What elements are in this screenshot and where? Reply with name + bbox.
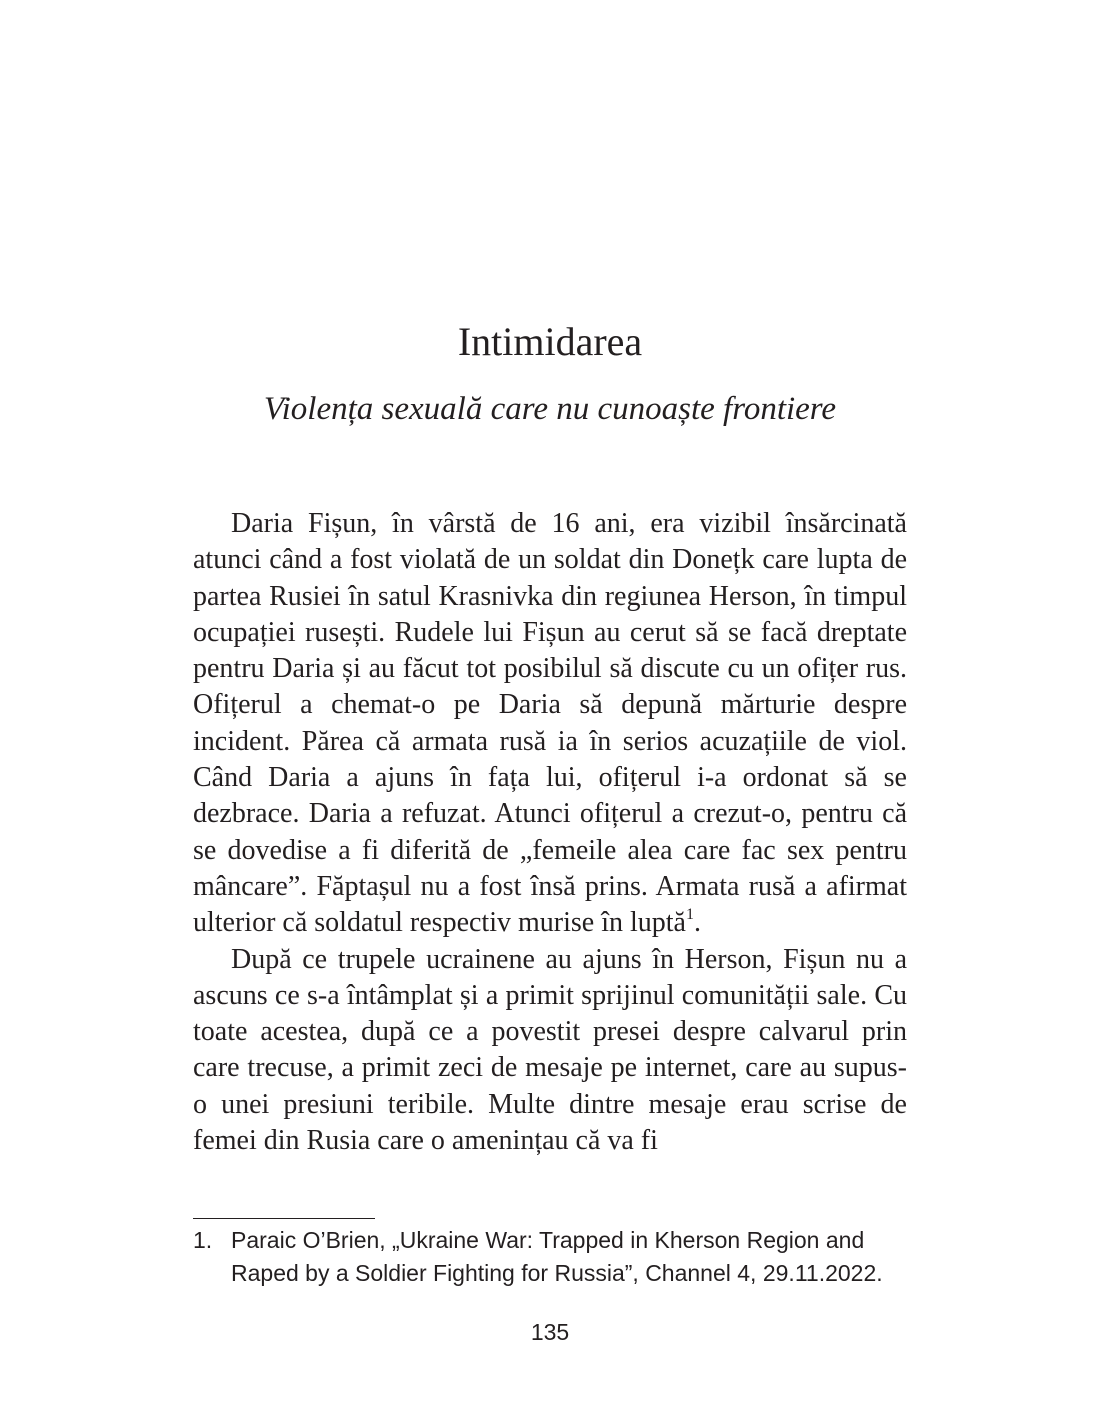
paragraph-text: După ce trupele ucrainene au ajuns în Herson, Fișun nu a ascuns ce s-a întâmplat și a primit sprijinul comunității sale. Cu toate acestea, după ce a povestit presei despre calvarul prin care trecuse, a primit zeci de mesaje pe internet, care au supus-o unei presiuni teribile. Multe dintre mesaje erau scrise de femei din Rusia care o amenințau că va fi bbox=[193, 943, 907, 1157]
chapter-subtitle: Violența sexuală care nu cunoaște frontiere bbox=[263, 391, 837, 427]
paragraph bbox=[193, 506, 907, 942]
footnote-reference[interactable]: 1 bbox=[685, 906, 694, 924]
footnote-number: 1. bbox=[193, 1227, 213, 1253]
paragraph-text: Daria Fișun, în vârstă de 16 ani, era vizibil însărcinată atunci când a fost violată de un soldat din Donețk care lupta de partea Rusiei în satul Krasnivka din regiunea Herson, în timpul ocupației rusești. Rudele lui Fișun au cerut să se facă dreptate pentru Daria și au făcut tot posibilul să discute cu un ofițer rus. Ofițerul a chemat-o pe Daria să depună mărturie despre incident. Părea că armata rusă ia în serios acuzațiile de viol. Când Daria a ajuns în fața lui, ofițerul i-a ordonat să se dezbrace. Daria a refuzat. Atunci ofițerul a crezut-o, pentru că se dovedise a fi diferită de „femeile alea care fac sex pentru mâncare”. Făptașul nu a fost însă prins. Armata rusă a afirmat ulterior că soldatul respectiv murise în luptă bbox=[193, 508, 907, 939]
footnote-text: Paraic O’Brien, „Ukraine War: Trapped in Kherson Region and Raped by a Soldier Fighting for Russia”, Channel 4, 29.11.2022. bbox=[231, 1227, 883, 1286]
body-text bbox=[193, 506, 907, 1159]
page-number: 135 bbox=[530, 1319, 570, 1345]
chapter-title: Intimidarea bbox=[457, 319, 643, 364]
paragraph-end: . bbox=[693, 907, 701, 939]
footnote-divider bbox=[193, 1218, 375, 1219]
paragraph bbox=[193, 942, 907, 1160]
footnote bbox=[193, 1224, 907, 1290]
